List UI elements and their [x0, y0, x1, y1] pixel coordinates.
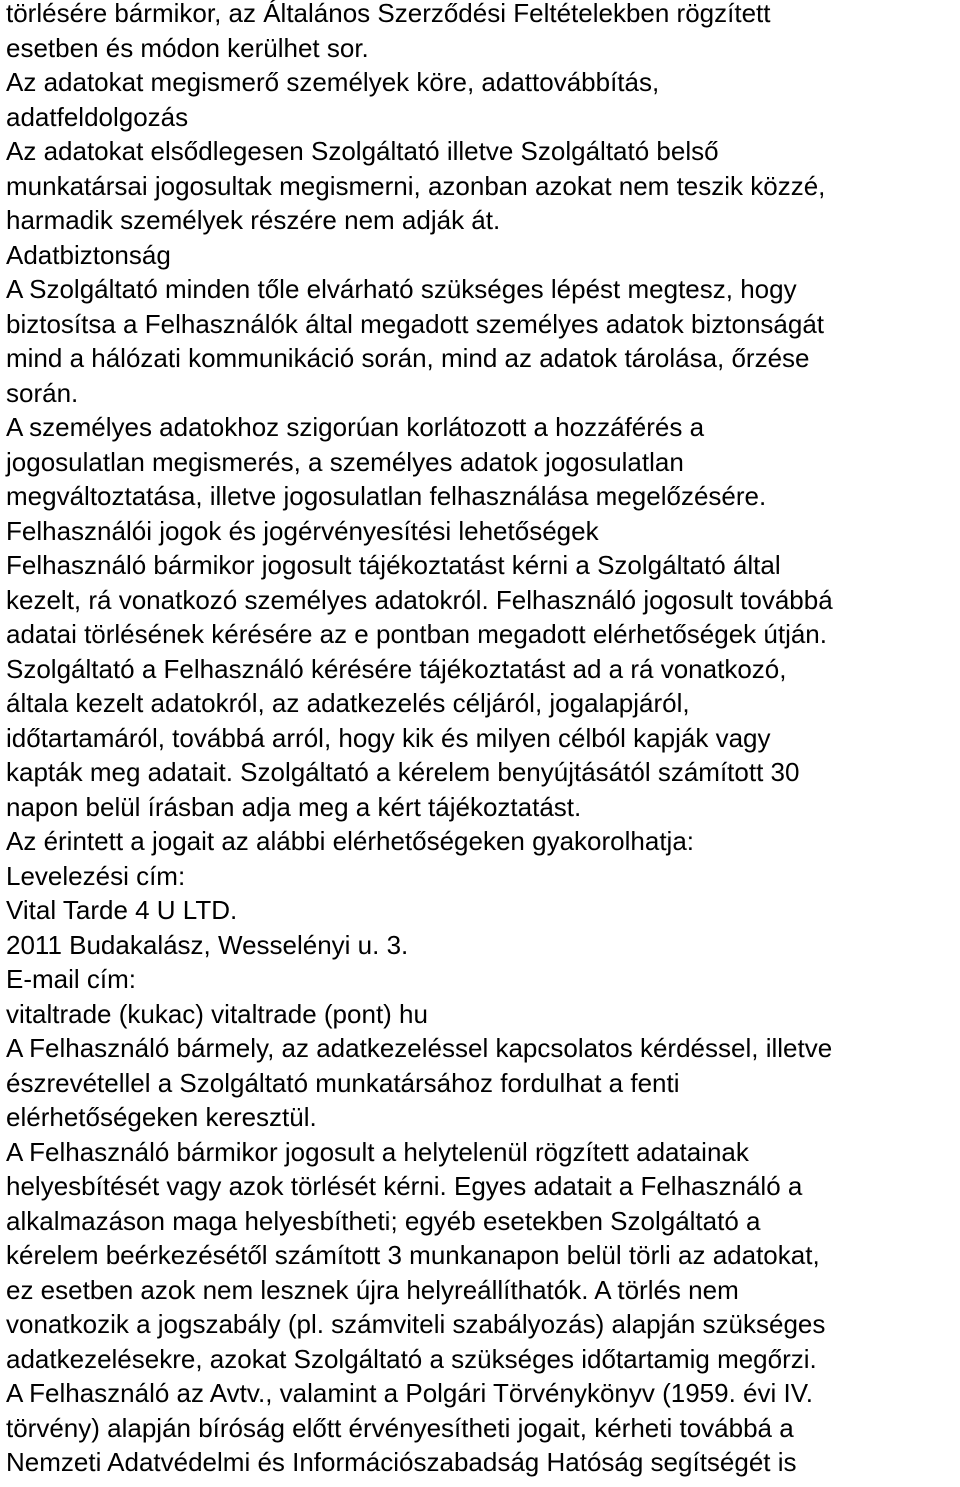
text-line: biztosítsa a Felhasználók által megadott személyes adatok biztonságát	[6, 308, 825, 339]
document-text	[6, 0, 960, 1480]
text-line: kezelt, rá vonatkozó személyes adatokról. Felhasználó jogosult továbbá	[6, 584, 833, 615]
text-line: napon belül írásban adja meg a kért tájékoztatást.	[6, 791, 582, 822]
text-line: Nemzeti Adatvédelmi és Információszabadság Hatóság segítségét is	[6, 1447, 797, 1477]
section-heading: adatfeldolgozás	[6, 101, 189, 132]
section-heading: Az adatokat megismerő személyek köre, adattovábbítás,	[6, 67, 660, 97]
text-line: A Felhasználó bármely, az adatkezeléssel kapcsolatos kérdéssel, illetve	[6, 1033, 833, 1063]
text-line: időtartamáról, továbbá arról, hogy kik és milyen célból kapják vagy	[6, 722, 771, 753]
text-line: helyesbítését vagy azok törlését kérni. Egyes adatait a Felhasználó a	[6, 1171, 803, 1201]
text-line: harmadik személyek részére nem adják át.	[6, 205, 501, 235]
text-line: munkatársai jogosultak megismerni, azonban azokat nem teszik közzé,	[6, 170, 826, 201]
text-line: A személyes adatokhoz szigorúan korlátozott a hozzáférés a	[6, 412, 705, 442]
text-line: A Szolgáltató minden tőle elvárható szükséges lépést megtesz, hogy	[6, 274, 797, 304]
text-line: A Felhasználó az Avtv., valamint a Polgári Törvénykönyv (1959. évi IV.	[6, 1378, 813, 1408]
text-line: adatkezelésekre, azokat Szolgáltató a szükséges időtartamig megőrzi.	[6, 1343, 817, 1374]
text-line: kapták meg adatait. Szolgáltató a kérelem benyújtásától számított 30	[6, 757, 800, 787]
text-line: megváltoztatása, illetve jogosulatlan felhasználása megelőzésére.	[6, 481, 767, 511]
text-line: Az érintett a jogait az alábbi elérhetőségeken gyakorolhatja:	[6, 826, 694, 856]
text-line: általa kezelt adatokról, az adatkezelés céljáról, jogalapjáról,	[6, 688, 690, 718]
contact-label: E-mail cím:	[6, 964, 136, 994]
text-line: alkalmazáson maga helyesbítheti; egyéb esetekben Szolgáltató a	[6, 1205, 761, 1236]
text-line: mind a hálózati kommunikáció során, mind az adatok tárolása, őrzése	[6, 343, 810, 373]
section-heading: Adatbiztonság	[6, 239, 171, 270]
contact-email: vitaltrade (kukac) vitaltrade (pont) hu	[6, 998, 428, 1029]
text-line: Felhasználó bármikor jogosult tájékoztatást kérni a Szolgáltató által	[6, 550, 781, 580]
text-line: törvény) alapján bíróság előtt érvényesítheti jogait, kérheti továbbá a	[6, 1412, 794, 1443]
text-line: során.	[6, 377, 79, 408]
text-line: kérelem beérkezésétől számított 3 munkanapon belül törli az adatokat,	[6, 1240, 820, 1270]
section-heading: Felhasználói jogok és jogérvényesítési lehetőségek	[6, 515, 599, 546]
contact-label: Levelezési cím:	[6, 860, 186, 891]
text-line: esetben és módon kerülhet sor.	[6, 32, 369, 63]
text-line: Az adatokat elsődlegesen Szolgáltató illetve Szolgáltató belső	[6, 136, 719, 166]
text-line: elérhetőségeken keresztül.	[6, 1102, 317, 1132]
text-line: ez esetben azok nem lesznek újra helyreállíthatók. A törlés nem	[6, 1274, 739, 1305]
text-line: adatai törlésének kérésére az e pontban megadott elérhetőségek útján.	[6, 619, 827, 649]
text-line: törlésére bármikor, az Általános Szerződési Feltételekben rögzített	[6, 0, 771, 28]
text-line: A Felhasználó bármikor jogosult a helytelenül rögzített adatainak	[6, 1136, 749, 1167]
contact-address: 2011 Budakalász, Wesselényi u. 3.	[6, 929, 409, 960]
text-line: jogosulatlan megismerés, a személyes adatok jogosulatlan	[6, 446, 684, 477]
text-line: vonatkozik a jogszabály (pl. számviteli szabályozás) alapján szükséges	[6, 1309, 826, 1339]
contact-company: Vital Tarde 4 U LTD.	[6, 895, 238, 925]
text-line: Szolgáltató a Felhasználó kérésére tájékoztatást ad a rá vonatkozó,	[6, 653, 787, 684]
text-line: észrevétellel a Szolgáltató munkatársához fordulhat a fenti	[6, 1067, 680, 1098]
